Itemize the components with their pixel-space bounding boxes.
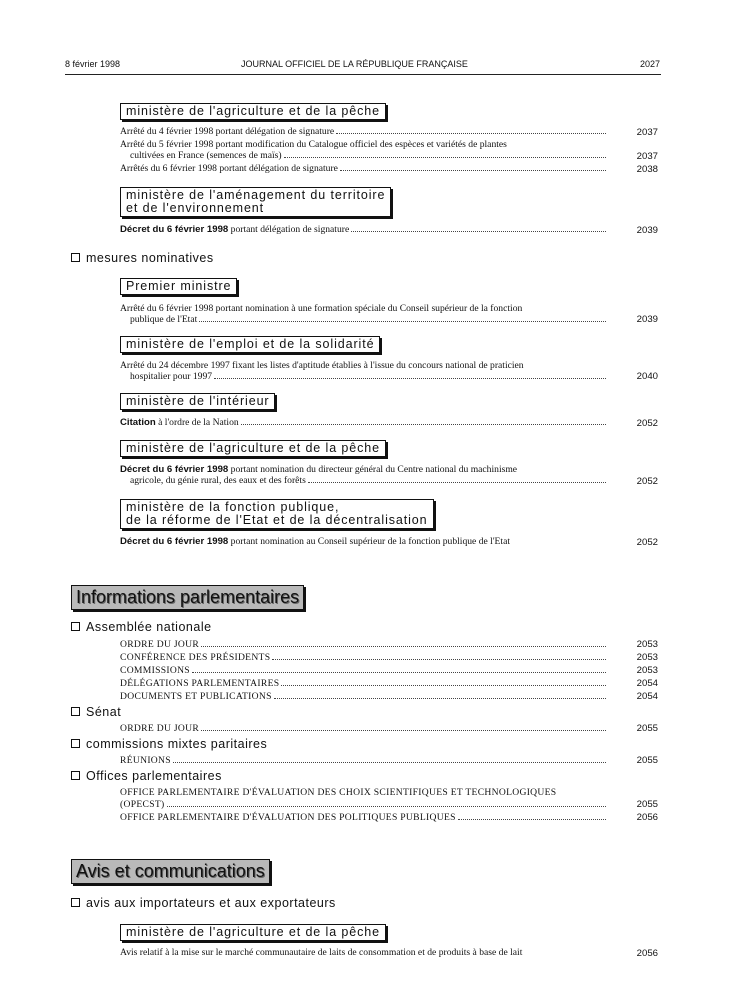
- page-number: 2037: [636, 151, 658, 162]
- page-number: 2053: [636, 639, 658, 650]
- section-mesures-nominatives: mesures nominatives: [71, 251, 214, 265]
- ministry-box-fonction-publique: ministère de la fonction publique, de la réforme de l'Etat et de la décentralisation: [120, 499, 434, 529]
- section-avis-importateurs: avis aux importateurs et aux exportateurs: [71, 896, 336, 910]
- toc-entry[interactable]: Arrêté du 5 février 1998 portant modification du Catalogue officiel des espèces et variétés de plantes cultivées en France (semences de maïs): [120, 139, 608, 161]
- toc-entry[interactable]: DOCUMENTS ET PUBLICATIONS: [120, 691, 608, 702]
- toc-entry[interactable]: ORDRE DU JOUR: [120, 639, 608, 650]
- page-number: 2055: [636, 723, 658, 734]
- page-number: 2056: [636, 948, 658, 959]
- toc-entry[interactable]: COMMISSIONS: [120, 665, 608, 676]
- checkbox-square-icon: [71, 622, 80, 631]
- ministry-box-emploi: ministère de l'emploi et de la solidarité: [120, 336, 380, 353]
- section-commissions-mixtes-paritaires: commissions mixtes paritaires: [71, 737, 267, 751]
- header-title: JOURNAL OFFICIEL DE LA RÉPUBLIQUE FRANÇAISE: [241, 59, 468, 69]
- toc-entry[interactable]: Arrêté du 6 février 1998 portant nomination à une formation spéciale du Conseil supérieur de la fonction publique de l'Etat: [120, 303, 608, 325]
- toc-entry[interactable]: Décret du 6 février 1998 portant délégation de signature: [120, 224, 608, 235]
- ministry-box-amenagement: ministère de l'aménagement du territoire et de l'environnement: [120, 187, 391, 217]
- page-number: 2054: [636, 678, 658, 689]
- toc-entry[interactable]: Citation à l'ordre de la Nation: [120, 417, 608, 428]
- toc-entry[interactable]: Avis relatif à la mise sur le marché communautaire de laits de consommation et de produits à base de lait: [120, 947, 523, 958]
- page-number: 2037: [636, 127, 658, 138]
- header-date: 8 février 1998: [65, 59, 121, 69]
- toc-entry[interactable]: Décret du 6 février 1998 portant nomination au Conseil supérieur de la fonction publique de l'Etat: [120, 536, 511, 547]
- page-number: 2055: [636, 799, 658, 810]
- checkbox-square-icon: [71, 739, 80, 748]
- page-number: 2053: [636, 665, 658, 676]
- page-number: 2039: [636, 225, 658, 236]
- toc-entry[interactable]: ORDRE DU JOUR: [120, 723, 608, 734]
- ministry-box-agriculture: ministère de l'agriculture et de la pêche: [120, 440, 386, 457]
- toc-entry[interactable]: CONFÉRENCE DES PRÉSIDENTS: [120, 652, 608, 663]
- page-number: 2052: [636, 537, 658, 548]
- toc-entry[interactable]: Arrêté du 4 février 1998 portant délégation de signature: [120, 126, 608, 137]
- page-number: 2040: [636, 371, 658, 382]
- checkbox-square-icon: [71, 898, 80, 907]
- header-page-number: 2027: [639, 59, 660, 69]
- ministry-box-premier-ministre: Premier ministre: [120, 278, 237, 295]
- banner-avis-et-communications: Avis et communications: [71, 859, 270, 884]
- toc-entry[interactable]: OFFICE PARLEMENTAIRE D'ÉVALUATION DES CHOIX SCIENTIFIQUES ET TECHNOLOGIQUES (OPECST): [120, 787, 608, 811]
- toc-entry[interactable]: OFFICE PARLEMENTAIRE D'ÉVALUATION DES POLITIQUES PUBLIQUES: [120, 812, 608, 823]
- checkbox-square-icon: [71, 253, 80, 262]
- banner-informations-parlementaires: Informations parlementaires: [71, 585, 304, 610]
- toc-entry[interactable]: Arrêté du 24 décembre 1997 fixant les listes d'aptitude établies à l'issue du concours national de praticien hospitalier pour 1997: [120, 360, 608, 382]
- header-rule: [65, 74, 661, 75]
- ministry-box-agriculture: ministère de l'agriculture et de la pêche: [120, 924, 386, 941]
- page-number: 2039: [636, 314, 658, 325]
- page-number: 2055: [636, 755, 658, 766]
- section-assemblee-nationale: Assemblée nationale: [71, 620, 212, 634]
- page-number: 2038: [636, 164, 658, 175]
- page-number: 2056: [636, 812, 658, 823]
- section-offices-parlementaires: Offices parlementaires: [71, 769, 222, 783]
- checkbox-square-icon: [71, 707, 80, 716]
- section-senat: Sénat: [71, 705, 121, 719]
- toc-entry[interactable]: RÉUNIONS: [120, 755, 608, 766]
- checkbox-square-icon: [71, 771, 80, 780]
- ministry-box-agriculture: ministère de l'agriculture et de la pêche: [120, 103, 386, 120]
- toc-entry[interactable]: Arrêtés du 6 février 1998 portant délégation de signature: [120, 163, 608, 174]
- toc-entry[interactable]: DÉLÉGATIONS PARLEMENTAIRES: [120, 678, 608, 689]
- page-number: 2054: [636, 691, 658, 702]
- page-number: 2052: [636, 418, 658, 429]
- page-number: 2053: [636, 652, 658, 663]
- page-number: 2052: [636, 476, 658, 487]
- ministry-box-interieur: ministère de l'intérieur: [120, 393, 275, 410]
- toc-entry[interactable]: Décret du 6 février 1998 portant nomination du directeur général du Centre national du machinisme agricole, du génie rural, des eaux et des forêts: [120, 464, 608, 486]
